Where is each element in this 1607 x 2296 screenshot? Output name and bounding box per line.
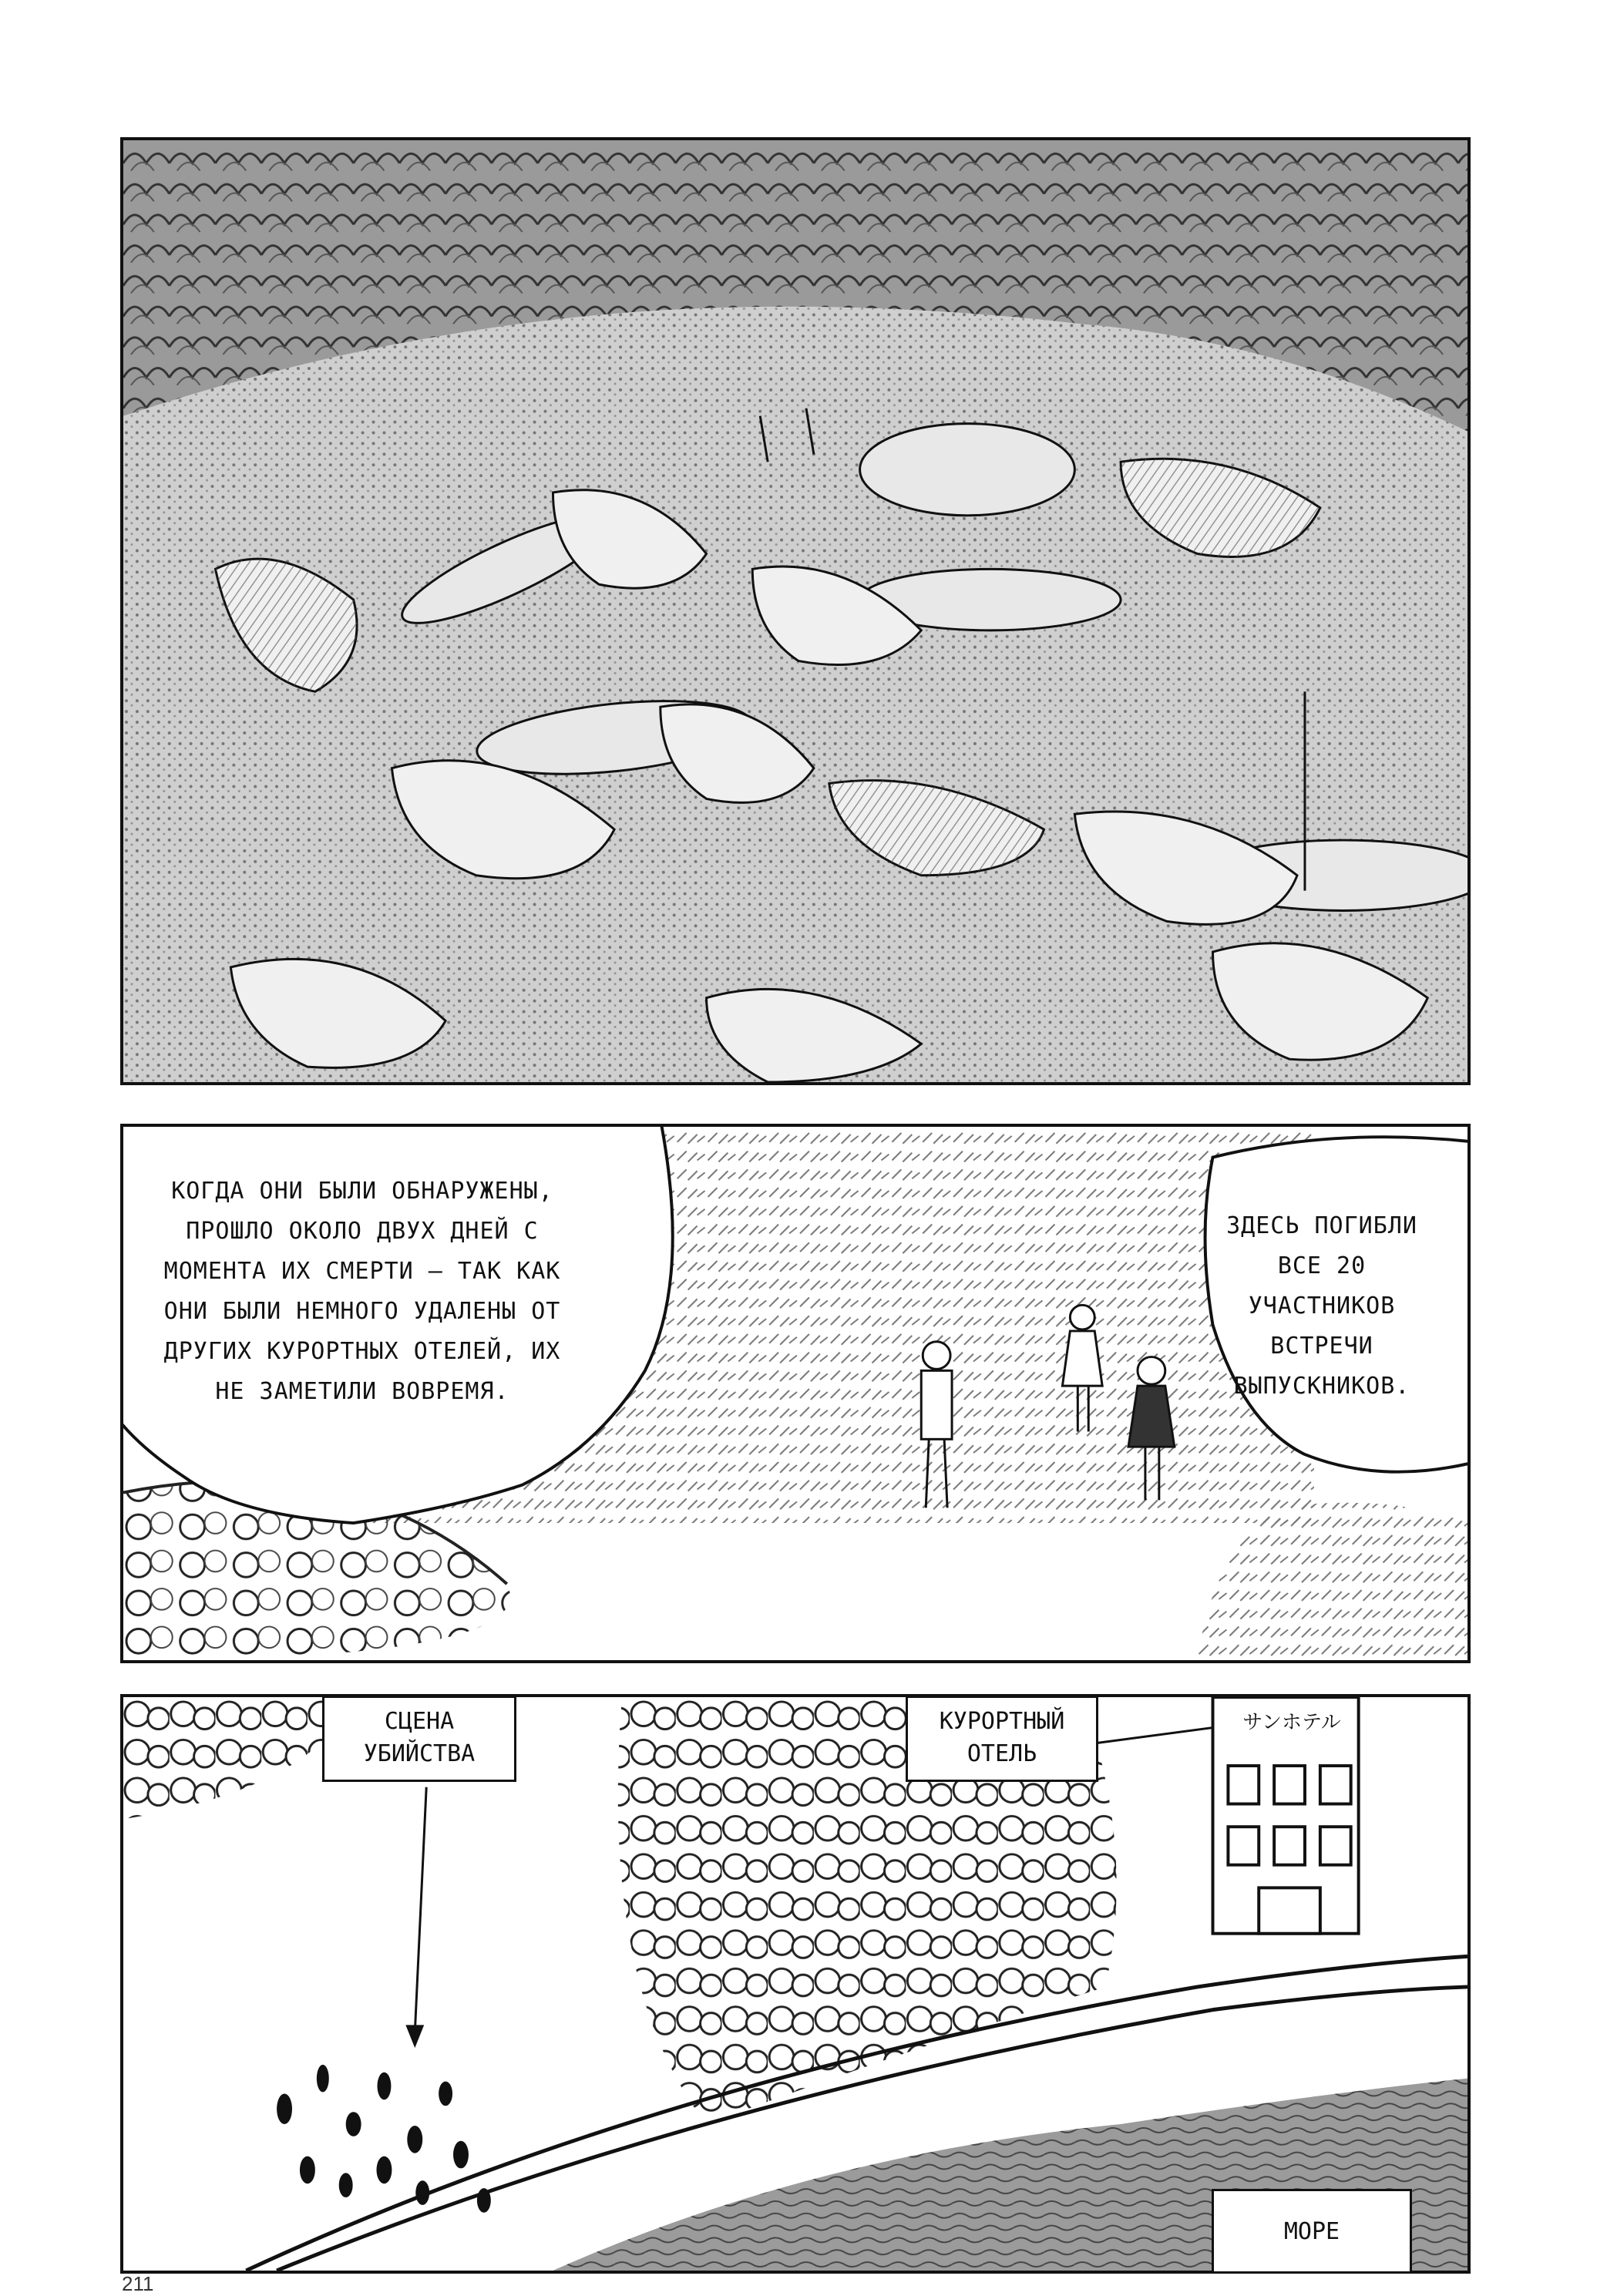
label-sea: МОРЕ bbox=[1212, 2189, 1412, 2274]
label-resort-hotel: КУРОРТНЫЙ ОТЕЛЬ bbox=[906, 1696, 1098, 1782]
caption-discovery: КОГДА ОНИ БЫЛИ ОБНАРУЖЕНЫ, ПРОШЛО ОКОЛО ДВУХ ДНЕЙ С МОМЕНТА ИХ СМЕРТИ – ТАК КАК ОНИ БЫЛИ НЕМНОГО УДАЛЕНЫ ОТ ДРУГИХ КУРОРТНЫХ ОТЕЛЕЙ, ИХ НЕ ЗАМЕТИЛИ ВОВРЕМЯ. bbox=[163, 1178, 561, 1405]
page-number: 211 bbox=[122, 2272, 154, 2295]
map-illustration bbox=[123, 1697, 1467, 2271]
label-crime-scene: СЦЕНА УБИЙСТВА bbox=[322, 1696, 516, 1782]
caption-victims: ЗДЕСЬ ПОГИБЛИ ВСЕ 20 УЧАСТНИКОВ ВСТРЕЧИ ВЫПУСКНИКОВ. bbox=[1226, 1212, 1417, 1400]
bodies-illustration bbox=[123, 140, 1467, 1082]
panel-aerial-bodies bbox=[120, 137, 1471, 1085]
hotel-sign: サンホテル bbox=[1242, 1711, 1341, 1734]
